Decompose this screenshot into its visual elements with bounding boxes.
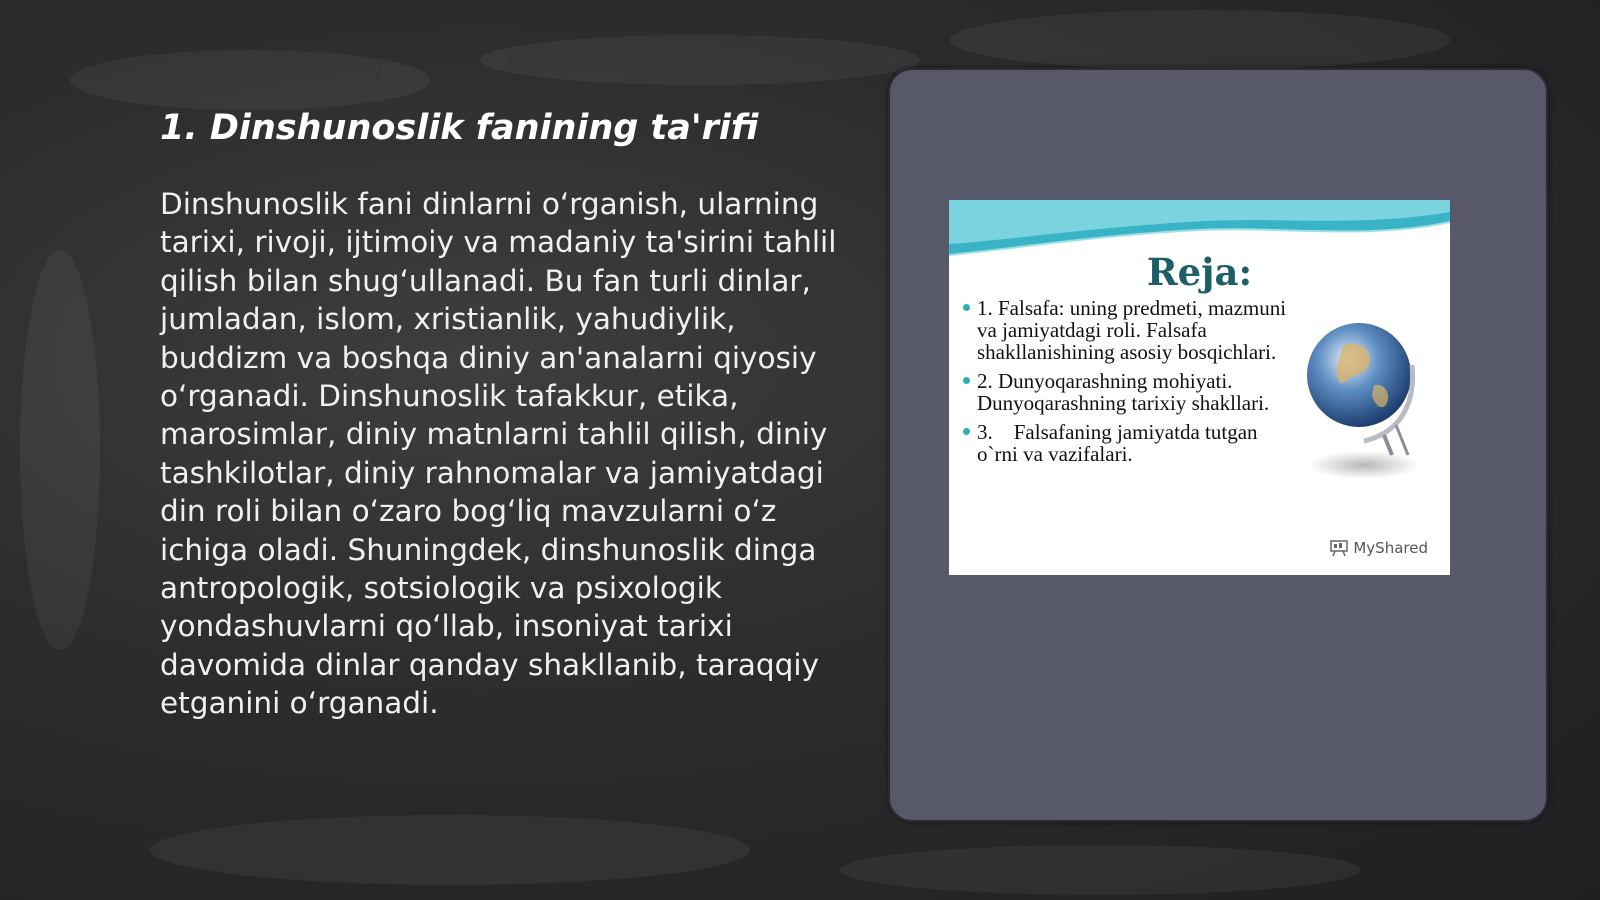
plan-item (963, 370, 1293, 414)
plan-item-text: 2. Dunyoqarashning mohiyati. Dunyoqarashning tarixiy shakllari. (977, 369, 1270, 415)
bullet-icon (963, 304, 970, 311)
bullet-icon (963, 428, 970, 435)
plan-item (963, 421, 1293, 465)
plan-item-text: 3. Falsafaning jamiyatda tutgan o`rni va vazifalari. (977, 420, 1263, 466)
myshared-watermark (1329, 539, 1428, 557)
slide-body-text: Dinshunoslik fani dinlarni oʻrganish, ularning tarixi, rivoji, ijtimoiy va madaniy ta'sirini tahlil qilish bilan shugʻullanadi. Bu fan turli dinlar, jumladan, islom, xristianlik, yahudiylik, buddizm va boshqa diniy an'analarni qiyosiy oʻrganadi. Dinshunoslik tafakkur, etika, marosimlar, diniy matnlarni tahlil qilish, diniy tashkilotlar, diniy rahnomalar va jamiyatdagi din roli bilan oʻzaro bogʻliq mavzularni oʻz ichiga oladi. Shuningdek, dinshunoslik dinga antropologik, sotsiologik va psixologik yondashuvlarni qoʻllab, insoniyat tarixi davomida dinlar qanday shakllanib, taraqqiy etganini oʻrganadi. (160, 187, 837, 721)
plan-item-text: 1. Falsafa: uning predmeti, mazmuni va jamiyatdagi roli. Falsafa shakllanishining asosiy bosqichlari. (977, 296, 1287, 364)
slide-title: 1. Dinshunoslik fanining ta'rifi (160, 108, 759, 148)
bullet-icon (963, 377, 970, 384)
plan-item (963, 297, 1293, 363)
myshared-logo-icon (1329, 539, 1349, 557)
plan-list (963, 297, 1293, 472)
reja-heading: Reja: (1146, 250, 1253, 294)
embedded-slide-image (949, 200, 1450, 575)
globe-icon (1304, 315, 1424, 485)
brand-label: MyShared (1353, 539, 1428, 557)
